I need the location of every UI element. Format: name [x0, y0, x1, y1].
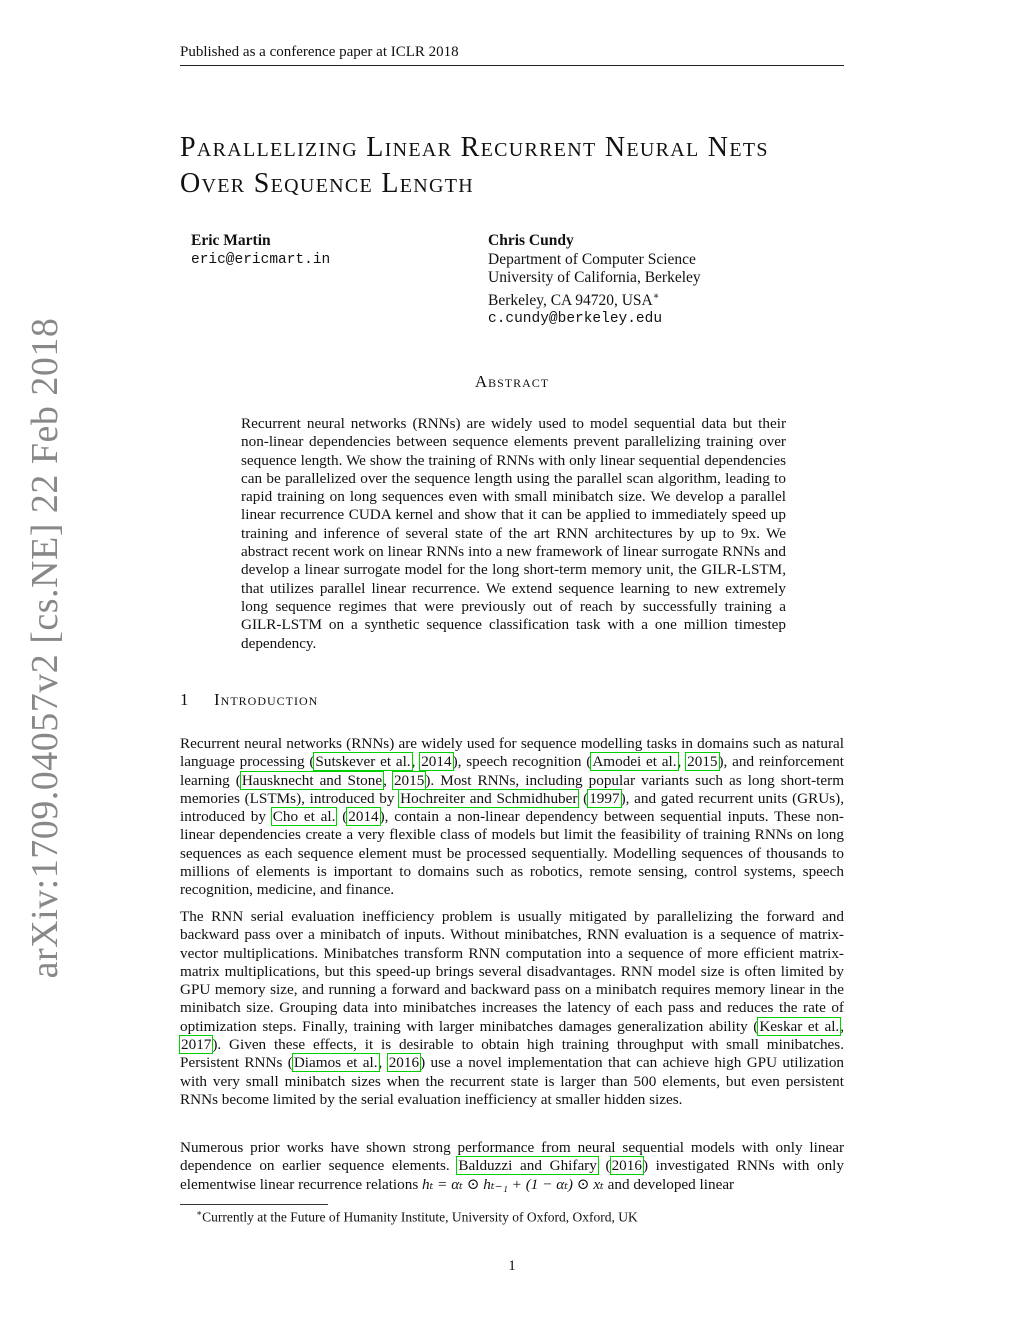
citation-year-link[interactable]: 2016 — [611, 1157, 642, 1175]
author-block-2 — [488, 232, 701, 329]
abstract-heading: Abstract — [474, 372, 550, 391]
text: ), contain a non-linear dependency between sequential inputs. These non-linear dependencies create a very flexible class of models but limit the feasibility of training RNNs on long sequences as each sequence element must be processed sequentially. Modelling sequences of thousands to millions of elements is important to domains such as robotics, remote sensing, control systems, speech recognition, medicine, and finance. — [180, 808, 844, 899]
abstract-text: Recurrent neural networks (RNNs) are widely used to model sequential data but their non-linear dependencies between sequence elements prevent parallelizing training over sequence length. We show the training of RNNs with only linear sequential dependencies can be parallelized over the sequence length using the parallel scan algorithm, leading to rapid training on long sequences even with small minibatch size. We develop a parallel linear recurrence CUDA kernel and show that it can be applied to immediately speed up training and inference of several state of the art RNN architectures by up to 9x. We abstract recent work on linear RNNs into a new framework of linear surrogate RNNs and develop a linear surrogate model for the long short-term memory unit, the GILR-LSTM, that utilizes parallel linear recurrence. We extend sequence learning to new extremely long sequence regimes that were previously out of reach by successfully training a GILR-LSTM on a synthetic sequence classification task with a one million timestep dependency. — [241, 415, 786, 652]
arxiv-sidebar — [17, 317, 73, 978]
text: Numerous prior works have shown strong performance from neural sequential models with only linear dependence on earlier sequence elements. — [180, 1139, 844, 1175]
text: ), and reinforcement learning ( — [180, 753, 845, 789]
text: ), and gated recurrent units (GRUs), introduced by — [180, 789, 844, 826]
author-university: University of California, Berkeley — [488, 269, 701, 286]
author-email[interactable]: eric@ericmart.in — [191, 251, 331, 268]
footnote-text: Currently at the Future of Humanity Institute, University of Oxford, Oxford, UK — [202, 1209, 638, 1225]
recurrence-equation: hₜ = αₜ ⊙ hₜ₋₁ + (1 − αₜ) ⊙ xₜ — [422, 1175, 604, 1193]
author-name: Eric Martin — [191, 232, 271, 249]
text: ). Most RNNs, including popular variants such as long short-term memories (LSTMs), introduced by — [180, 771, 845, 807]
footnote-marker[interactable]: ∗ — [652, 290, 660, 302]
arxiv-identifier: arXiv:1709.04057v2 [cs.NE] 22 Feb 2018 — [24, 317, 66, 978]
citation-link[interactable]: Hausknecht and Stone — [241, 771, 383, 789]
section-title: Introduction — [214, 690, 319, 709]
citation-link[interactable]: Sutskever et al. — [315, 753, 411, 771]
intro-paragraph-2 — [180, 908, 844, 1109]
running-header: Published as a conference paper at ICLR 2018 — [180, 44, 459, 60]
footnote — [196, 1208, 638, 1226]
citation-link[interactable]: Cho et al. — [272, 808, 336, 826]
citation-link[interactable]: Hochreiter and Schmidhuber — [400, 789, 578, 807]
text: , — [383, 771, 393, 789]
text: , — [677, 753, 687, 771]
citation-year-link[interactable]: 2014 — [421, 753, 452, 771]
text: ), speech recognition ( — [452, 753, 592, 771]
page-number: 1 — [508, 1258, 516, 1274]
citation-link[interactable]: Amodei et al. — [592, 753, 677, 771]
citation-year-link[interactable]: 2016 — [388, 1054, 420, 1072]
section-number: 1 — [180, 690, 189, 709]
title-line-2: Over Sequence Length — [180, 168, 474, 199]
author-address — [488, 288, 701, 311]
author-name: Chris Cundy — [488, 232, 574, 249]
citation-link[interactable]: Balduzzi and Ghifary — [458, 1157, 597, 1175]
text: ) investigated RNNs with only elementwise linear recurrence relations — [180, 1157, 844, 1193]
section-heading — [180, 690, 318, 710]
text: ( — [597, 1157, 611, 1175]
text: Recurrent neural networks (RNNs) are widely used for sequence modelling tasks in domains such as natural language processing ( — [180, 735, 844, 771]
citation-year-link[interactable]: 2015 — [393, 771, 425, 789]
text: , — [411, 753, 421, 771]
citation-year-link[interactable]: 2017 — [181, 1036, 212, 1054]
citation-year-link[interactable]: 2014 — [348, 808, 379, 826]
footnote-rule — [180, 1204, 328, 1205]
citation-link[interactable]: Diamos et al. — [293, 1054, 378, 1072]
text: ) use a novel implementation that can achieve high GPU utilization with very small minibatch sizes when the recurrent state is larger than 500 elements, but even persistent RNNs become limited by the serial evaluation inefficiency at smaller hidden sizes. — [180, 1054, 845, 1108]
header-rule — [180, 65, 844, 66]
text: ( — [578, 789, 589, 807]
text: ). Given these effects, it is desirable to obtain high training throughput with small minibatches. Persistent RNNs ( — [180, 1036, 844, 1072]
author-email[interactable]: c.cundy@berkeley.edu — [488, 311, 663, 328]
citation-year-link[interactable]: 2015 — [687, 753, 718, 771]
paper-title — [180, 130, 880, 202]
text: ( — [336, 808, 348, 826]
intro-paragraph-1 — [180, 735, 844, 900]
author-department: Department of Computer Science — [488, 250, 696, 268]
citation-year-link[interactable]: 1997 — [589, 789, 620, 807]
text: The RNN serial evaluation inefficiency problem is usually mitigated by parallelizing the forward and backward pass over a minibatch of inputs. Without minibatches, RNN evaluation is a sequence of matrix-vector multiplications. Minibatches transform RNN computation into a sequence of more efficient matrix-matrix multiplications, but this speed-up brings several disadvantages. RNN model size is often limited by GPU memory size, and running a forward and backward pass on a minibatch requires memory linear in the minibatch size. Grouping data into minibatches increases the latency of each pass and reduces the rate of optimization steps. Finally, training with larger minibatches damages generalization ability ( — [180, 908, 844, 1035]
citation-link[interactable]: Keskar et al. — [759, 1017, 840, 1035]
footnote-mark: ∗ — [196, 1208, 203, 1218]
address-text: Berkeley, CA 94720, USA — [488, 291, 653, 309]
text: and developed linear — [603, 1175, 735, 1193]
author-block-1 — [191, 232, 330, 269]
text: , — [378, 1054, 388, 1072]
text: , — [840, 1017, 845, 1035]
intro-paragraph-3 — [180, 1139, 844, 1194]
title-line-1: Parallelizing Linear Recurrent Neural Nets — [180, 132, 769, 163]
